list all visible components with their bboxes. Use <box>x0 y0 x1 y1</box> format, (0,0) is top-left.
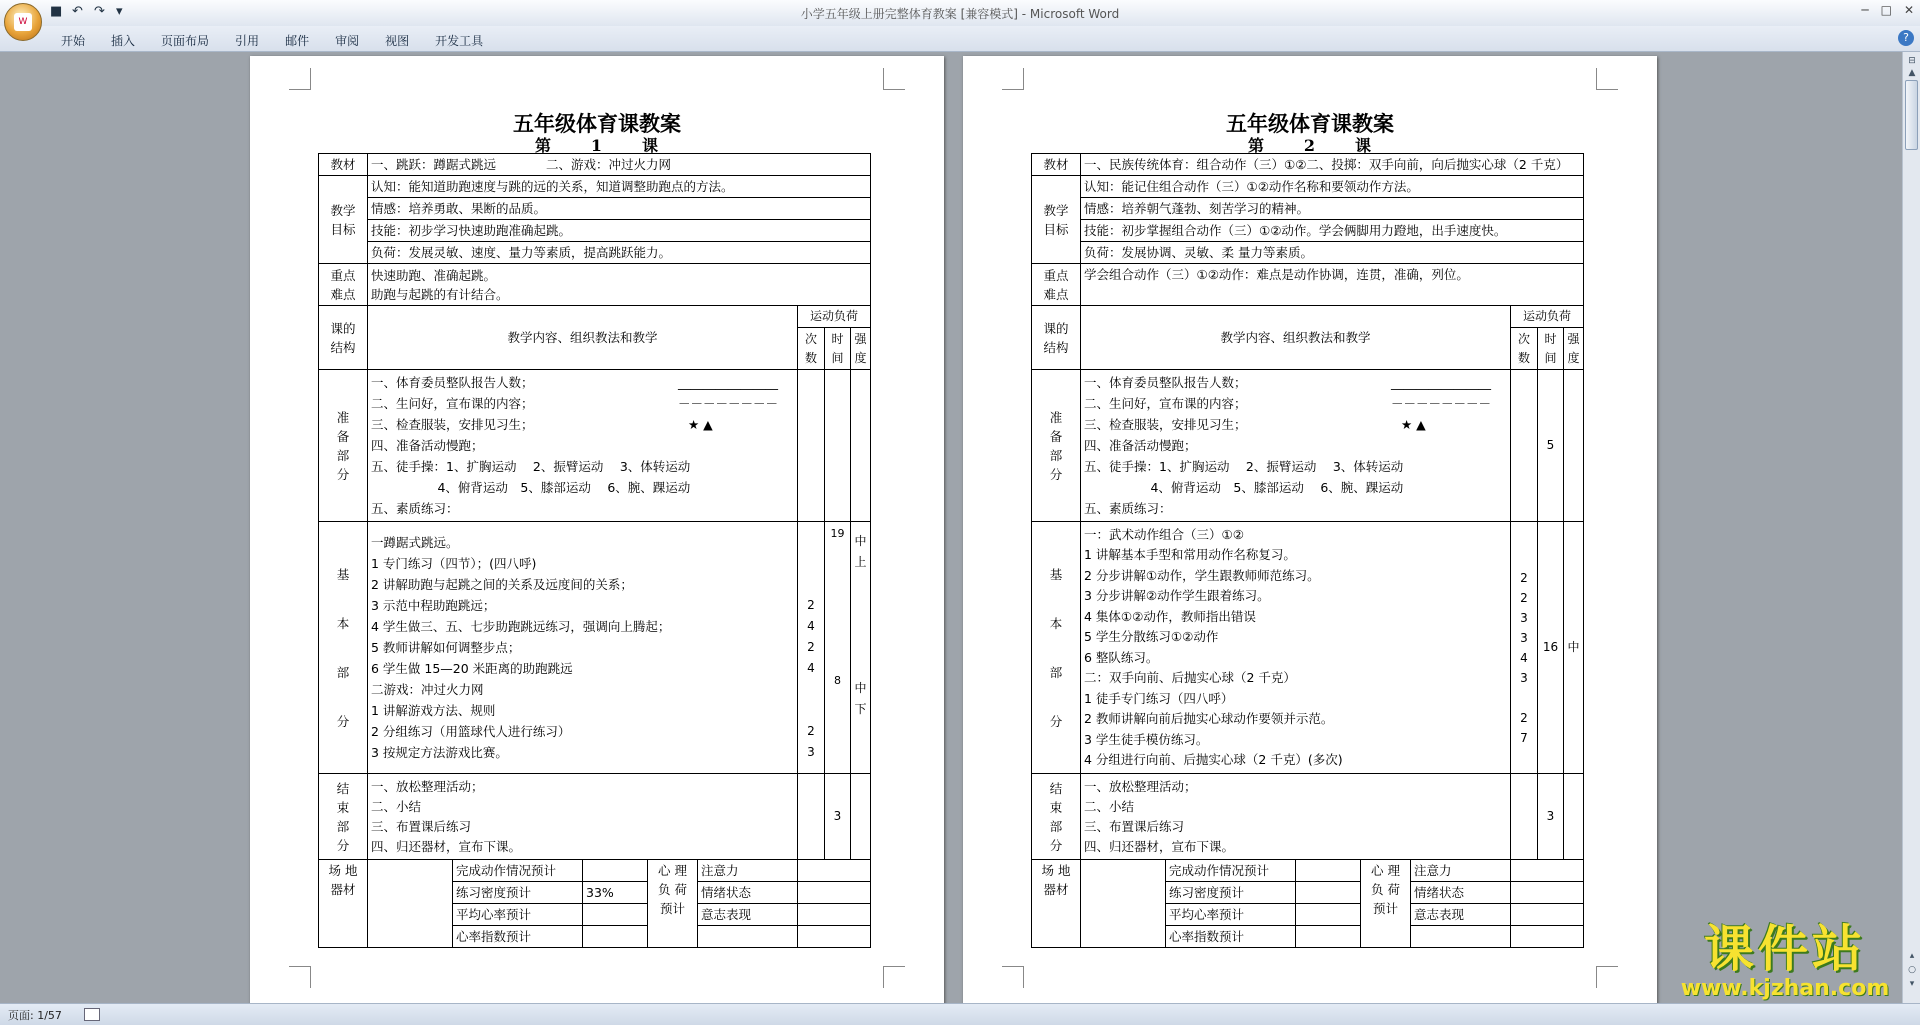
document-page-2[interactable] <box>963 56 1657 1003</box>
tab-developer[interactable]: 开发工具 <box>435 34 484 48</box>
blank-line: ________________ <box>1391 375 1491 390</box>
estimate-label-hr-index: 心率指数预计 <box>453 926 583 948</box>
status-bar <box>0 1003 1920 1025</box>
label-jiegou: 课的 结构 <box>319 306 368 370</box>
tab-page-layout[interactable]: 页面布局 <box>161 34 210 48</box>
page-title: 五年级体育课教案 <box>1226 111 1394 136</box>
mental-empty <box>698 926 798 948</box>
prep-content: 一、体育委员整队报告人数； 二、生问好，宣布课的内容； 三、检查服装，安排见习生； 四、准备活动慢跑； 五、徒手操：1、扩胸运动 2、振臂运动 3、体转运动 4、俯背运动 5、膝部运动 6、腕、踝运动 五、素质练习： ________________ －－－－－－－－ ★ ▲ <box>368 370 798 522</box>
lesson-plan-table <box>1031 153 1584 948</box>
prep-count <box>1511 370 1538 522</box>
ribbon-tabs <box>48 30 496 51</box>
label-end-section: 结 束 部 分 <box>1032 774 1081 860</box>
jiaocai-content: 一、跳跃：蹲踞式跳远 二、游戏：冲过火力网 <box>368 154 871 176</box>
end-time: 3 <box>825 774 851 860</box>
basic-time: 16 <box>1538 522 1564 774</box>
prep-content: 一、体育委员整队报告人数； 二、生问好，宣布课的内容； 三、检查服装，安排见习生； 四、准备活动慢跑； 五、徒手操：1、扩胸运动 2、振臂运动 3、体转运动 4、俯背运动 5、膝部运动 6、腕、踝运动 五、素质练习： ________________ －－－－－－－－ ★ ▲ <box>1081 370 1511 522</box>
label-mubiao: 教学 目标 <box>319 176 368 264</box>
label-basic-section: 基 本 部 分 <box>319 522 368 774</box>
page-count[interactable]: 页面: 1/57 <box>8 1009 62 1022</box>
count-header: 次 数 <box>798 328 825 370</box>
dash-line: －－－－－－－－ <box>678 396 779 411</box>
goal-skill: 技能：初步学习快速助跑准确起跳。 <box>368 220 871 242</box>
estimate-label-hr-index: 心率指数预计 <box>1166 926 1296 948</box>
load-header: 运动负荷 <box>1511 306 1584 328</box>
count-header: 次 数 <box>1511 328 1538 370</box>
estimate-label-heartrate: 平均心率预计 <box>1166 904 1296 926</box>
dash-line: －－－－－－－－ <box>1391 396 1492 411</box>
undo-icon[interactable]: ↶ <box>72 4 83 19</box>
goal-load: 负荷：发展协调、灵敏、柔 量力等素质。 <box>1081 242 1584 264</box>
mental-value-mood <box>798 882 871 904</box>
estimate-value-density: 33% <box>583 882 648 904</box>
jiaocai-content: 一、民族传统体育：组合动作（三）①②二、投掷：双手向前，向后抛实心球（2 千克） <box>1081 154 1584 176</box>
document-area[interactable] <box>0 52 1902 1003</box>
document-page-1[interactable] <box>250 56 944 1003</box>
prep-time <box>825 370 851 522</box>
label-zhongnan: 重点 难点 <box>319 264 368 306</box>
prep-time: 5 <box>1538 370 1564 522</box>
mental-value-mood <box>1511 882 1584 904</box>
margin-mark <box>883 68 905 90</box>
label-mental-load: 心 理 负 荷 预计 <box>1361 860 1411 948</box>
tab-home[interactable]: 开始 <box>61 34 86 48</box>
prep-intensity <box>1564 370 1584 522</box>
basic-time: 19 8 <box>825 522 851 774</box>
office-button[interactable] <box>4 3 42 41</box>
goal-load: 负荷：发展灵敏、速度、量力等素质，提高跳跃能力。 <box>368 242 871 264</box>
lesson-number: 第 1 课 <box>534 136 660 155</box>
goal-skill: 技能：初步掌握组合动作（三）①②动作。学会俩脚用力蹬地，出手速度快。 <box>1081 220 1584 242</box>
label-basic-section: 基 本 部 分 <box>1032 522 1081 774</box>
label-prep-section: 准 备 部 分 <box>319 370 368 522</box>
tab-mailings[interactable]: 邮件 <box>285 34 310 48</box>
margin-mark <box>1002 68 1024 90</box>
estimate-value-completion <box>1296 860 1361 882</box>
window-title: 小学五年级上册完整体育教案 [兼容模式] - Microsoft Word <box>800 7 1120 21</box>
label-mental-load: 心 理 负 荷 预计 <box>648 860 698 948</box>
time-header: 时 间 <box>825 328 851 370</box>
basic-counts: 2 4 2 4 2 3 <box>798 522 825 774</box>
load-header: 运动负荷 <box>798 306 871 328</box>
save-icon[interactable]: ■ <box>50 4 63 19</box>
label-end-section: 结 束 部 分 <box>319 774 368 860</box>
estimate-value-hr-index <box>1296 926 1361 948</box>
end-content: 一、放松整理活动； 二、小结 三、布置课后练习 四、归还器材，宣布下课。 <box>368 774 798 860</box>
tab-view[interactable]: 视图 <box>385 34 410 48</box>
customize-qat-icon[interactable]: ▾ <box>116 4 123 19</box>
vertical-scrollbar[interactable] <box>1902 52 1920 1003</box>
goal-emotion: 情感：培养勇敢、果断的品质。 <box>368 198 871 220</box>
label-mubiao: 教学 目标 <box>1032 176 1081 264</box>
keypoints-content: 快速助跑、准确起跳。 助跑与起跳的有计结合。 <box>368 264 871 306</box>
margin-mark <box>1002 966 1024 988</box>
tab-review[interactable]: 审阅 <box>335 34 360 48</box>
time-header: 时 间 <box>1538 328 1564 370</box>
estimate-label-heartrate: 平均心率预计 <box>453 904 583 926</box>
end-count <box>798 774 825 860</box>
label-jiaocai: 教材 <box>1032 154 1081 176</box>
estimate-value-heartrate <box>1296 904 1361 926</box>
star-triangle-marks: ★ ▲ <box>1401 417 1426 432</box>
intensity-header: 强 度 <box>1564 328 1584 370</box>
tab-references[interactable]: 引用 <box>235 34 260 48</box>
mental-empty <box>1411 926 1511 948</box>
label-prep-section: 准 备 部 分 <box>1032 370 1081 522</box>
close-icon[interactable]: ✕ <box>1903 3 1914 17</box>
mental-label-attention: 注意力 <box>1411 860 1511 882</box>
lesson-number: 第 2 课 <box>1247 136 1373 155</box>
scroll-up-icon[interactable]: ▲ <box>1908 68 1916 78</box>
watermark-url: www.kjzhan.com <box>1680 976 1890 1001</box>
next-page-icon[interactable]: ▾ <box>1909 979 1915 989</box>
prep-count <box>798 370 825 522</box>
mental-value-will <box>798 904 871 926</box>
redo-icon[interactable]: ↷ <box>94 4 105 19</box>
end-content: 一、放松整理活动； 二、小结 三、布置课后练习 四、归还器材，宣布下课。 <box>1081 774 1511 860</box>
margin-mark <box>1596 68 1618 90</box>
mental-label-mood: 情绪状态 <box>1411 882 1511 904</box>
mental-label-will: 意志表现 <box>1411 904 1511 926</box>
basic-intensity: 中 上 中 下 <box>851 522 871 774</box>
venue-content <box>368 860 453 948</box>
estimate-label-density: 练习密度预计 <box>453 882 583 904</box>
end-intensity <box>851 774 871 860</box>
estimate-value-heartrate <box>583 904 648 926</box>
ribbon <box>0 26 1920 52</box>
keypoints-content: 学会组合动作（三）①②动作：难点是动作协调，连贯，准确，列位。 <box>1081 264 1584 306</box>
label-jiaocai: 教材 <box>319 154 368 176</box>
star-triangle-marks: ★ ▲ <box>688 417 713 432</box>
label-zhongnan: 重点 难点 <box>1032 264 1081 306</box>
previous-page-icon[interactable]: ▴ <box>1909 951 1915 961</box>
margin-mark <box>883 966 905 988</box>
lesson-plan-table <box>318 153 871 948</box>
proofing-icon[interactable] <box>84 1008 100 1021</box>
office-logo-icon: W <box>14 13 32 31</box>
estimate-value-density <box>1296 882 1361 904</box>
margin-mark <box>289 68 311 90</box>
intensity-header: 强 度 <box>851 328 871 370</box>
content-header: 教学内容、组织教法和教学 <box>1081 306 1511 370</box>
watermark-logo: 课件站 <box>1704 919 1866 978</box>
venue-content <box>1081 860 1166 948</box>
mental-empty-value <box>1511 926 1584 948</box>
watermark <box>1660 920 1910 1002</box>
title-bar <box>0 0 1920 26</box>
mental-label-mood: 情绪状态 <box>698 882 798 904</box>
prep-intensity <box>851 370 871 522</box>
estimate-value-completion <box>583 860 648 882</box>
end-intensity <box>1564 774 1584 860</box>
mental-value-attention <box>798 860 871 882</box>
tab-insert[interactable]: 插入 <box>111 34 136 48</box>
end-time: 3 <box>1538 774 1564 860</box>
estimate-label-density: 练习密度预计 <box>1166 882 1296 904</box>
basic-counts: 2 2 3 3 4 3 2 7 <box>1511 522 1538 774</box>
end-count <box>1511 774 1538 860</box>
label-venue: 场 地 器材 <box>319 860 368 948</box>
basic-content: 一蹲踞式跳远。 1 专门练习（四节）；(四八呼) 2 讲解助跑与起跳之间的关系及远度间的关系； 3 示范中程助跑跳远； 4 学生做三、五、七步助跑跳远练习，强调向上腾起； 5 教师讲解如何调整步点； 6 学生做 15—20 米距离的助跑跳远 二游戏：冲过火力网 1 讲解游戏方法、规则 2 分组练习（用篮球代人进行练习） 3 按规定方法游戏比赛。 <box>368 522 798 774</box>
goal-cognition: 认知：能知道助跑速度与跳的远的关系，知道调整助跑点的方法。 <box>368 176 871 198</box>
estimate-value-hr-index <box>583 926 648 948</box>
basic-content: 一：武术动作组合（三）①② 1 讲解基本手型和常用动作名称复习。 2 分步讲解①动作，学生跟教师师范练习。 3 分步讲解②动作学生跟着练习。 4 集体①②动作，教师指出错误 5 学生分散练习①②动作 6 整队练习。 二：双手向前、后抛实心球（2 千克） 1 徒手专门练习（四八呼） 2 教师讲解向前后抛实心球动作要领并示范。 3 学生徒手模仿练习。 4 分组进行向前、后抛实心球（2 千克）(多次) <box>1081 522 1511 774</box>
mental-label-will: 意志表现 <box>698 904 798 926</box>
page-title: 五年级体育课教案 <box>513 111 681 136</box>
goal-emotion: 情感：培养朝气蓬勃、刻苦学习的精神。 <box>1081 198 1584 220</box>
minimize-icon[interactable]: ─ <box>1861 3 1869 17</box>
margin-mark <box>1596 966 1618 988</box>
ruler-toggle-icon[interactable]: ⊟ <box>1908 56 1916 66</box>
content-header: 教学内容、组织教法和教学 <box>368 306 798 370</box>
estimate-label-completion: 完成动作情况预计 <box>453 860 583 882</box>
margin-mark <box>289 966 311 988</box>
label-jiegou: 课的 结构 <box>1032 306 1081 370</box>
estimate-label-completion: 完成动作情况预计 <box>1166 860 1296 882</box>
scroll-thumb[interactable] <box>1905 80 1918 150</box>
blank-line: ________________ <box>678 375 778 390</box>
browse-object-icon[interactable]: ○ <box>1908 965 1916 975</box>
mental-empty-value <box>798 926 871 948</box>
help-icon[interactable]: ? <box>1898 30 1914 46</box>
mental-value-attention <box>1511 860 1584 882</box>
window-controls <box>1861 3 1914 17</box>
maximize-icon[interactable]: □ <box>1880 3 1892 17</box>
mental-value-will <box>1511 904 1584 926</box>
basic-intensity: 中 <box>1564 522 1584 774</box>
label-venue: 场 地 器材 <box>1032 860 1081 948</box>
goal-cognition: 认知：能记住组合动作（三）①②动作名称和要领动作方法。 <box>1081 176 1584 198</box>
mental-label-attention: 注意力 <box>698 860 798 882</box>
